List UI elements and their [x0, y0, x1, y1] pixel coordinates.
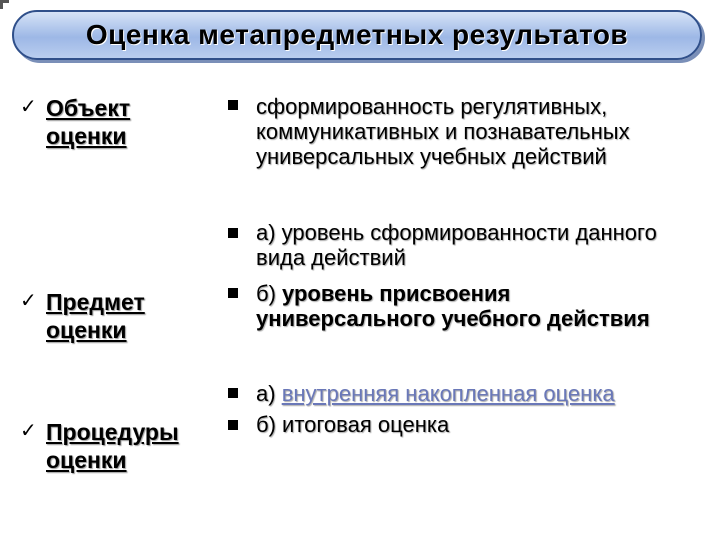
square-bullet-icon	[228, 420, 238, 430]
checkmark-icon: ✓	[20, 290, 37, 312]
square-bullet-icon	[228, 388, 238, 398]
subject-item-a: а) уровень сформированности данного вида действий	[256, 220, 657, 270]
square-bullet-icon	[228, 288, 238, 298]
checkmark-icon: ✓	[20, 96, 37, 118]
term-label: Процедуры оценки	[46, 419, 179, 473]
square-bullet-icon	[228, 100, 238, 110]
checkmark-icon: ✓	[20, 420, 37, 442]
term-label: Объект оценки	[46, 95, 131, 149]
page-title: Оценка метапредметных результатов	[85, 19, 629, 50]
slide-corner-mark	[0, 0, 10, 10]
term-subject	[20, 288, 145, 344]
term-object	[20, 94, 130, 150]
title-banner	[12, 10, 702, 60]
square-bullet-icon	[228, 228, 238, 238]
subject-item-b: б) уровень присвоения универсального учебного действия	[256, 281, 650, 331]
procedure-item-a: а) внутренняя накопленная оценка	[256, 381, 615, 406]
object-description: сформированность регулятивных, коммуникативных и познавательных универсальных учебных действий	[256, 94, 630, 169]
accumulated-assessment-link[interactable]: внутренняя накопленная оценка	[281, 381, 615, 406]
term-label: Предмет оценки	[46, 289, 145, 343]
term-procedures	[20, 418, 179, 474]
procedure-item-b: б) итоговая оценка	[256, 412, 450, 437]
